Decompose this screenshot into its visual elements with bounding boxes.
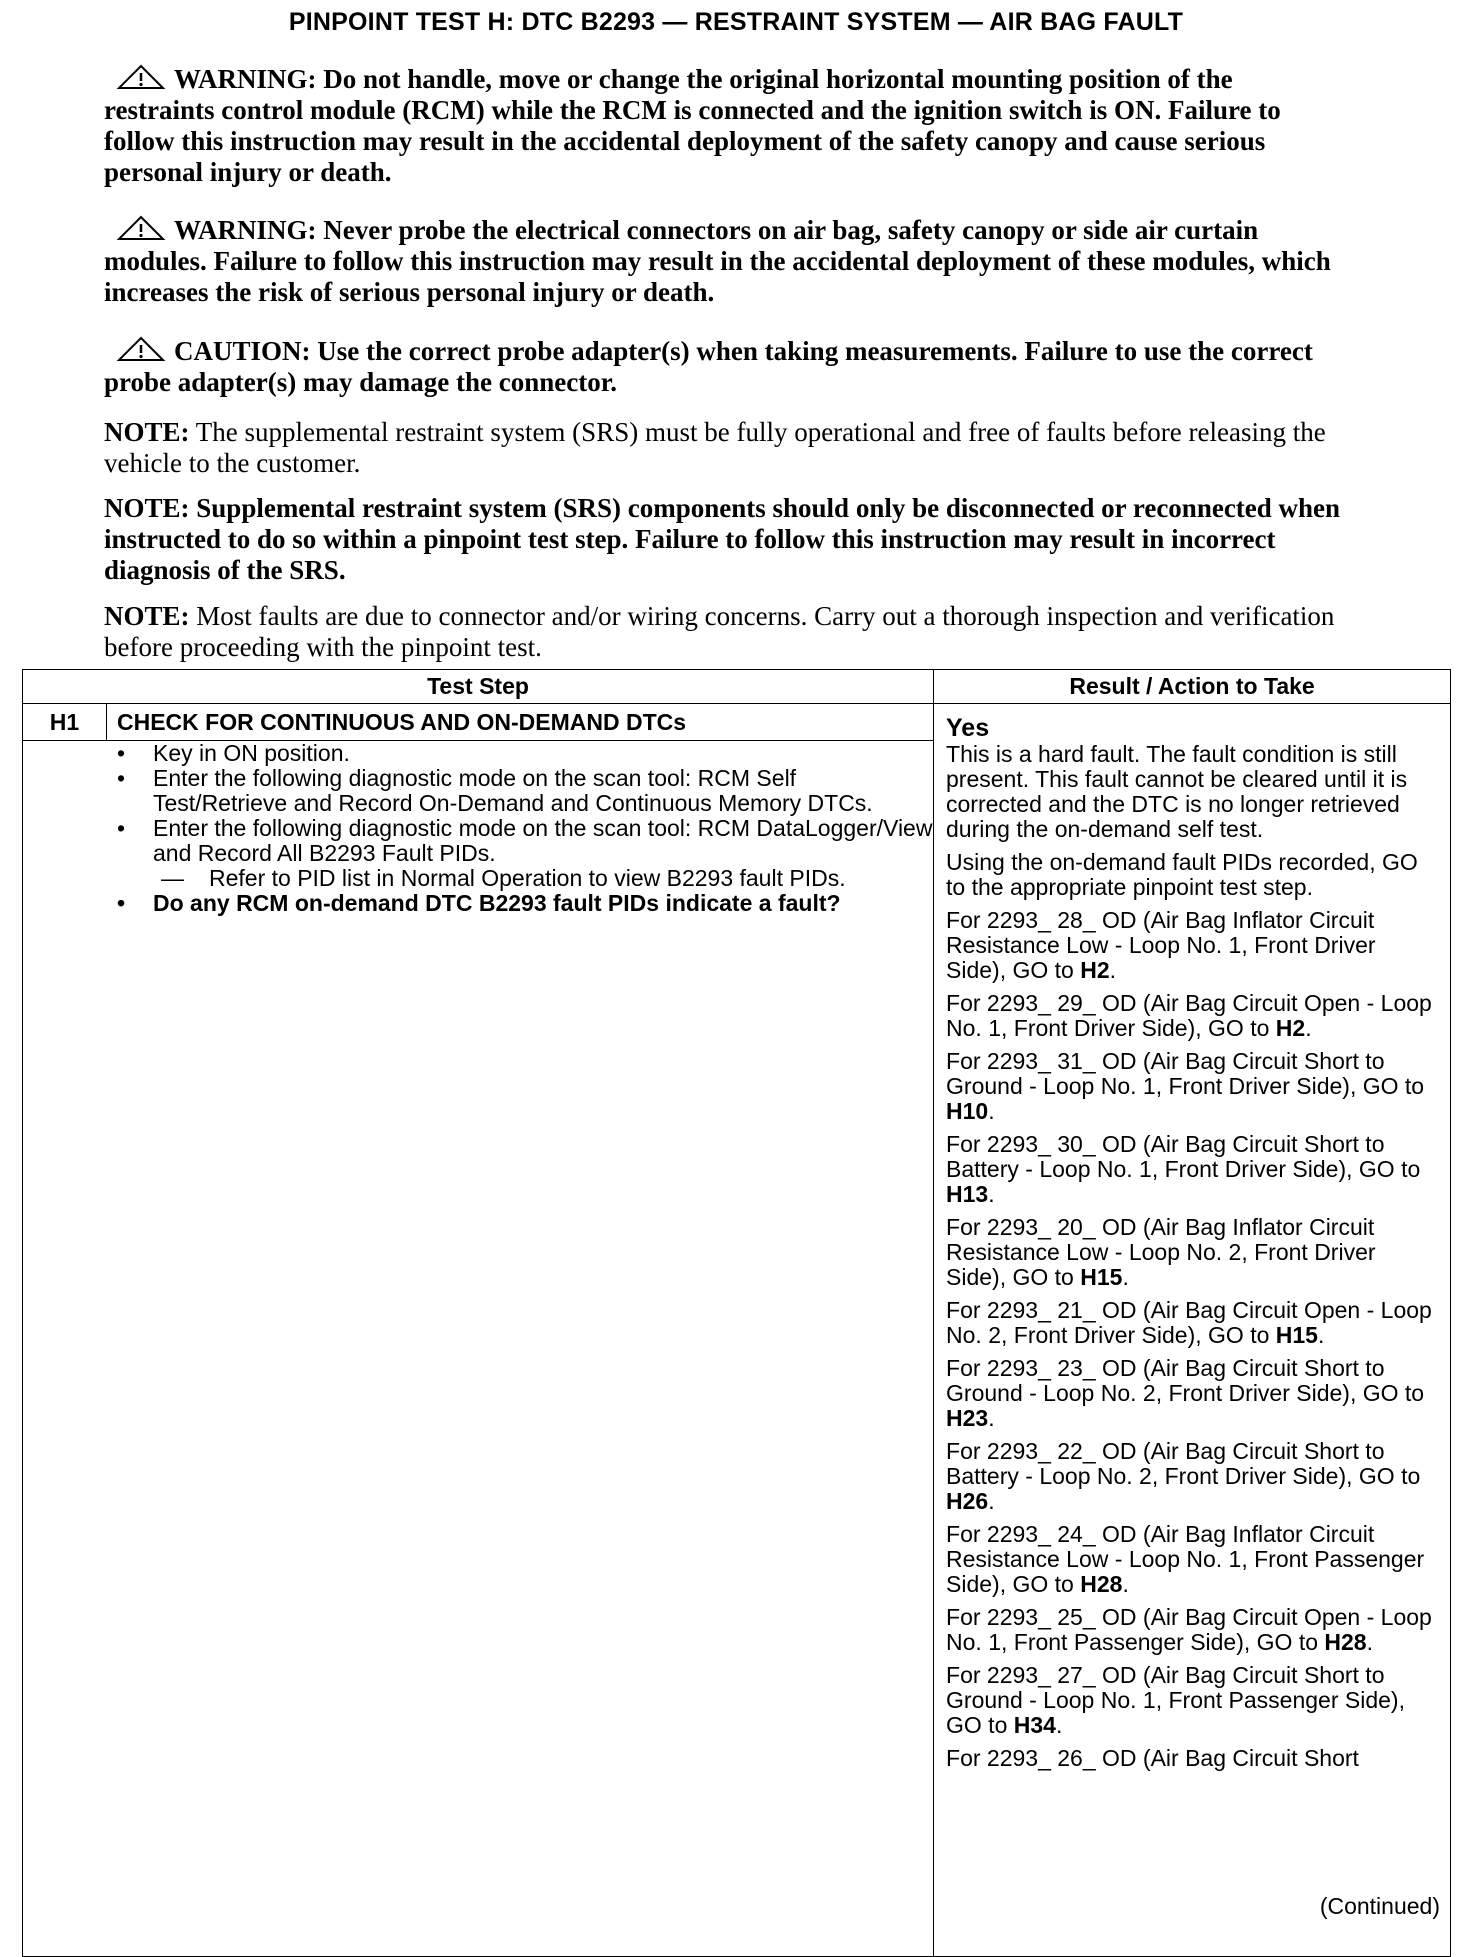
instruction-item	[23, 891, 933, 916]
result-action-item	[946, 908, 1440, 983]
result-period: .	[988, 1098, 995, 1124]
goto-step-link[interactable]: H13	[946, 1181, 989, 1207]
result-action-item	[946, 1439, 1440, 1514]
caution-text: Use the correct probe adapter(s) when taking measurements. Failure to use the correct probe adapter(s) may damage the connector.	[104, 336, 1313, 397]
warning-notice-1	[104, 64, 1344, 188]
instruction-text: Enter the following diagnostic mode on the scan tool: RCM Self Test/Retrieve and Record On-Demand and Continuous Memory DTCs.	[153, 765, 873, 816]
result-condition-text: For 2293_ 29_ OD (Air Bag Circuit Open - Loop No. 1, Front Driver Side), GO to	[946, 990, 1432, 1041]
goto-step-link[interactable]: H15	[1080, 1264, 1123, 1290]
goto-step-link[interactable]: H23	[946, 1405, 989, 1431]
goto-step-link[interactable]: H15	[1275, 1322, 1318, 1348]
result-intro	[946, 742, 1440, 900]
result-condition-text: For 2293_ 25_ OD (Air Bag Circuit Open - Loop No. 1, Front Passenger Side), GO to	[946, 1604, 1432, 1655]
result-action-item	[946, 1356, 1440, 1431]
warning-notice-2	[104, 215, 1344, 308]
result-period: .	[1122, 1571, 1129, 1597]
bullet-marker: •	[117, 740, 126, 766]
result-action-item	[946, 1605, 1440, 1655]
goto-step-link[interactable]: H2	[1275, 1015, 1306, 1041]
instructions-list	[23, 741, 933, 916]
warning-label: WARNING:	[174, 215, 317, 245]
result-period: .	[1109, 957, 1117, 983]
instruction-item	[23, 866, 933, 891]
continued-label: (Continued)	[1319, 1893, 1440, 1919]
result-period: .	[1366, 1629, 1373, 1655]
bullet-marker: •	[117, 815, 126, 841]
warning-label: WARNING:	[174, 64, 317, 94]
caution-label: CAUTION:	[174, 336, 311, 366]
note-2	[104, 493, 1344, 586]
instruction-text: Refer to PID list in Normal Operation to view B2293 fault PIDs.	[209, 865, 846, 891]
step-title-row	[23, 704, 1451, 741]
result-list	[946, 908, 1440, 1771]
caution-notice	[104, 336, 1344, 398]
result-period: .	[1122, 1264, 1129, 1290]
bullet-marker: •	[117, 765, 126, 791]
result-action-item	[946, 1132, 1440, 1207]
result-action-item	[946, 1746, 1440, 1771]
instruction-item	[23, 816, 933, 866]
goto-step-link[interactable]: H10	[946, 1098, 989, 1124]
warning-triangle-icon	[116, 215, 166, 241]
note-3	[104, 601, 1344, 663]
result-paragraph: This is a hard fault. The fault condition is still present. This fault cannot be cleared until it is corrected and the DTC is no longer retrieved during the on-demand self test.	[946, 741, 1408, 842]
result-cell	[934, 704, 1451, 1957]
goto-step-link[interactable]: H28	[1080, 1571, 1123, 1597]
result-action-item	[946, 991, 1440, 1041]
instruction-text: Do any RCM on-demand DTC B2293 fault PIDs indicate a fault?	[153, 890, 841, 916]
page-title: PINPOINT TEST H: DTC B2293 — RESTRAINT SYSTEM — AIR BAG FAULT	[288, 8, 1184, 36]
result-period: .	[988, 1181, 995, 1207]
step-title: CHECK FOR CONTINUOUS AND ON-DEMAND DTCs	[107, 704, 934, 741]
header-result-action: Result / Action to Take	[934, 670, 1451, 704]
result-condition-text: For 2293_ 28_ OD (Air Bag Inflator Circuit Resistance Low - Loop No. 1, Front Driver Side), GO to	[946, 907, 1376, 983]
warning-text: Never probe the electrical connectors on air bag, safety canopy or side air curtain modules. Failure to follow this instruction may result in the accidental deployment of these modules, which increases the risk of serious personal injury or death.	[104, 215, 1331, 307]
pinpoint-test-table	[22, 669, 1451, 1957]
note-text: The supplemental restraint system (SRS) must be fully operational and free of faults before releasing the vehicle to the customer.	[104, 417, 1326, 478]
result-condition-text: For 2293_ 27_ OD (Air Bag Circuit Short to Ground - Loop No. 1, Front Passenger Side), GO to	[946, 1662, 1405, 1738]
instruction-item	[23, 741, 933, 766]
caution-triangle-icon	[116, 336, 166, 362]
instruction-text: Key in ON position.	[153, 740, 350, 766]
goto-step-link[interactable]: H34	[1013, 1712, 1056, 1738]
result-action-item	[946, 1049, 1440, 1124]
goto-step-link[interactable]: H28	[1324, 1629, 1367, 1655]
result-condition-text: For 2293_ 24_ OD (Air Bag Inflator Circuit Resistance Low - Loop No. 1, Front Passenger Side), GO to	[946, 1521, 1425, 1597]
warning-triangle-icon	[116, 64, 166, 90]
result-period: .	[988, 1488, 995, 1514]
header-test-step: Test Step	[23, 670, 934, 704]
note-label: NOTE:	[104, 601, 190, 631]
result-action-item	[946, 1298, 1440, 1348]
result-condition-text: For 2293_ 26_ OD (Air Bag Circuit Short	[946, 1745, 1359, 1771]
result-paragraph: Using the on-demand fault PIDs recorded, GO to the appropriate pinpoint test step.	[946, 849, 1418, 900]
result-action-item	[946, 1215, 1440, 1290]
result-condition-text: For 2293_ 21_ OD (Air Bag Circuit Open - Loop No. 2, Front Driver Side), GO to	[946, 1297, 1432, 1348]
result-period: .	[1317, 1322, 1325, 1348]
result-condition-text: For 2293_ 30_ OD (Air Bag Circuit Short to Battery - Loop No. 1, Front Driver Side), GO to	[946, 1131, 1421, 1182]
result-period: .	[1305, 1015, 1312, 1041]
result-condition-text: For 2293_ 23_ OD (Air Bag Circuit Short to Ground - Loop No. 2, Front Driver Side), GO to	[946, 1355, 1425, 1406]
bullet-marker: •	[117, 890, 126, 916]
result-period: .	[1055, 1712, 1063, 1738]
result-period: .	[988, 1405, 995, 1431]
result-yes-heading: Yes	[946, 714, 990, 742]
bullet-marker: —	[161, 865, 184, 891]
instruction-text: Enter the following diagnostic mode on the scan tool: RCM DataLogger/View and Record All B2293 Fault PIDs.	[153, 815, 933, 866]
step-id: H1	[23, 704, 107, 741]
result-condition-text: For 2293_ 20_ OD (Air Bag Inflator Circuit Resistance Low - Loop No. 2, Front Driver Side), GO to	[946, 1214, 1376, 1290]
table-header-row	[23, 670, 1451, 704]
warning-text: Do not handle, move or change the original horizontal mounting position of the restraints control module (RCM) while the RCM is connected and the ignition switch is ON. Failure to follow this instruction may result in the accidental deployment of the safety canopy and cause serious personal injury or death.	[104, 64, 1281, 187]
goto-step-link[interactable]: H26	[946, 1488, 989, 1514]
note-1	[104, 417, 1344, 479]
result-action-item	[946, 1522, 1440, 1597]
goto-step-link[interactable]: H2	[1080, 957, 1110, 983]
instruction-item	[23, 766, 933, 816]
note-label: NOTE:	[104, 417, 190, 447]
result-action-item	[946, 1663, 1440, 1738]
note-text: Supplemental restraint system (SRS) components should only be disconnected or reconnected when instructed to do so within a pinpoint test step. Failure to follow this instruction may result in incorrect diagnosis of the SRS.	[104, 493, 1341, 585]
note-text: Most faults are due to connector and/or wiring concerns. Carry out a thorough inspection and verification before proceeding with the pinpoint test.	[104, 601, 1335, 662]
note-label: NOTE:	[104, 493, 190, 523]
result-condition-text: For 2293_ 22_ OD (Air Bag Circuit Short to Battery - Loop No. 2, Front Driver Side), GO to	[946, 1438, 1421, 1489]
result-condition-text: For 2293_ 31_ OD (Air Bag Circuit Short to Ground - Loop No. 1, Front Driver Side), GO to	[946, 1048, 1425, 1099]
instructions-cell	[23, 741, 934, 1957]
